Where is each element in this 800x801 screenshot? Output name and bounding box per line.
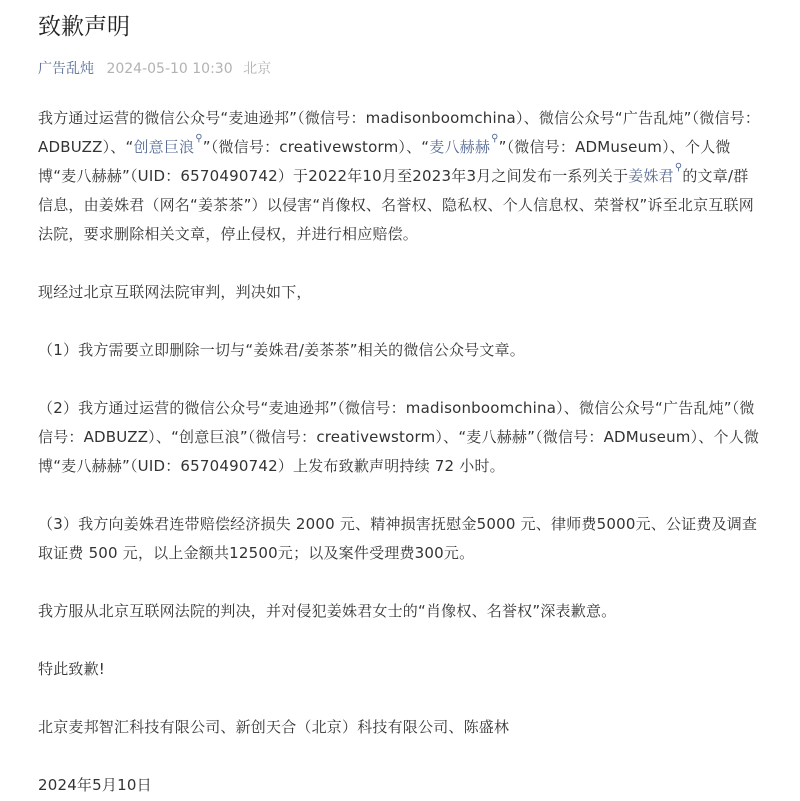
keyword-link-label: 创意巨浪 (133, 138, 195, 156)
paragraph-1-text-b: ”（微信号：creativewstorm）、“ (202, 138, 430, 156)
paragraph-3: （1）我方需要立即删除一切与“姜姝君/姜茶茶”相关的微信公众号文章。 (38, 341, 525, 359)
paragraph-1-text-a: 我方通过运营的微信公众号“麦迪逊邦”（微信号：madisonboomchina）、微信公众号“广告乱炖”（微信号：ADBUZZ）、“ (38, 109, 761, 156)
paragraph-4: （2）我方通过运营的微信公众号“麦迪逊邦”（微信号：madisonboomchina）、微信公众号“广告乱炖”（微信号：ADBUZZ）、“创意巨浪”（微信号：creativewstorm）、“麦八赫赫”（微信号：ADMuseum）、个人微博“麦八赫赫”（UID：6570490742）上发布致歉声明持续 72 小时。 (38, 399, 760, 475)
paragraph-1-text-c: ”（微信号：ADMuseum）、个人微博“麦八赫赫”（UID：6570490742）于2022年10月至2023年3月之间发布一系列关于 (38, 138, 731, 185)
paragraph-8: 北京麦邦智汇科技有限公司、新创天合（北京）科技有限公司、陈盛林 (38, 718, 510, 736)
search-icon: ⚲ (674, 162, 683, 173)
article-title: 致歉声明 (38, 14, 130, 40)
paragraph-1-text-d: 的文章/群信息，由姜姝君（网名“姜茶茶”）以侵害“肖像权、名誉权、隐私权、个人信息权、荣誉权”诉至北京互联网法院，要求删除相关文章，停止侵权，并进行相应赔偿。 (38, 167, 754, 243)
publish-time: 2024-05-10 10:30 (106, 61, 233, 77)
keyword-link-jiang[interactable] (628, 162, 683, 185)
publish-location: 北京 (243, 61, 272, 77)
keyword-link-label: 麦八赫赫 (429, 138, 491, 156)
paragraph-9: 2024年5月10日 (38, 776, 152, 794)
paragraph-6: 我方服从北京互联网法院的判决，并对侵犯姜姝君女士的“肖像权、名誉权”深表歉意。 (38, 602, 617, 620)
paragraph-5: （3）我方向姜姝君连带赔偿经济损失 2000 元、精神损害抚慰金5000 元、律师费5000元、公证费及调查取证费 500 元，以上金额共12500元；以及案件受理费300元。 (38, 515, 758, 562)
paragraph-1 (38, 104, 762, 249)
keyword-link-label: 姜姝君 (628, 167, 674, 185)
keyword-link-maiba[interactable] (429, 133, 499, 156)
account-name-link[interactable]: 广告乱炖 (38, 61, 94, 77)
article-meta (38, 58, 762, 80)
keyword-link-creative-wave[interactable] (133, 133, 203, 156)
search-icon: ⚲ (195, 133, 203, 144)
search-icon: ⚲ (491, 133, 499, 144)
article-body (38, 104, 762, 800)
paragraph-2: 现经过北京互联网法院审判，判决如下， (38, 283, 312, 301)
paragraph-7: 特此致歉! (38, 660, 106, 678)
